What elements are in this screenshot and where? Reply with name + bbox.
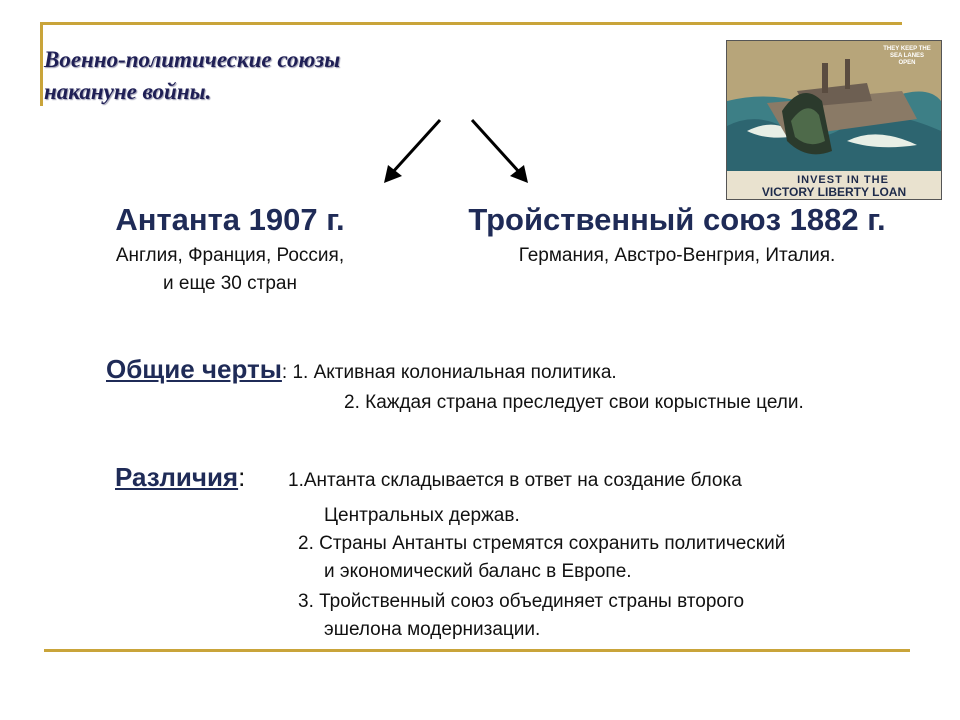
poster-top-text-3: OPEN [898, 60, 916, 66]
difference-1-line-2: Центральных держав. [324, 505, 520, 526]
bottom-divider [44, 649, 910, 652]
difference-1-line-1: 1.Антанта складывается в ответ на создание блока [288, 470, 742, 491]
triple-alliance-members: Германия, Австро-Венгрия, Италия. [518, 245, 836, 266]
top-divider [40, 22, 902, 25]
arrow-right-head [510, 165, 528, 183]
poster-bottom-text-2: VICTORY LIBERTY LOAN [761, 185, 907, 199]
entente-members-line-2: и еще 30 стран [163, 273, 297, 294]
entente-block [60, 198, 400, 298]
poster-top-text-1: THEY KEEP THE [883, 46, 931, 52]
slide-title-line-2: накануне войны. [44, 79, 212, 104]
differences-colon: : [238, 462, 246, 492]
slide-title [44, 44, 464, 108]
poster-bottom-text-1: INVEST IN THE [797, 174, 889, 186]
common-features-row [106, 354, 617, 385]
left-accent-bar [40, 22, 43, 106]
difference-3-line-1: 3. Тройственный союз объединяет страны второго [298, 591, 745, 612]
triple-alliance-name: Тройственный союз 1882 г. [468, 202, 886, 237]
difference-2-line-1: 2. Страны Антанты стремятся сохранить политический [298, 533, 786, 554]
difference-2-line-2: и экономический баланс в Европе. [324, 561, 632, 582]
entente-members-line-1: Англия, Франция, Россия, [115, 245, 345, 266]
differences-row [115, 462, 245, 493]
common-features-heading: Общие черты [106, 354, 282, 384]
liberty-loan-poster [726, 40, 942, 200]
difference-3-line-2: эшелона модернизации. [324, 619, 541, 640]
slide-title-line-1: Военно-политические союзы [44, 47, 341, 72]
arrow-left-head [384, 165, 402, 183]
common-feature-2: 2. Каждая страна преследует свои корыстные цели. [344, 392, 804, 413]
arrow-right [472, 120, 520, 173]
poster-top-text-2: SEA LANES [889, 53, 925, 59]
common-feature-1: : 1. Активная колониальная политика. [281, 362, 617, 383]
arrow-left [392, 120, 440, 173]
entente-name: Антанта 1907 г. [115, 202, 345, 237]
branch-arrows [380, 115, 540, 187]
differences-heading: Различия [115, 462, 239, 492]
triple-alliance-block [412, 198, 942, 270]
